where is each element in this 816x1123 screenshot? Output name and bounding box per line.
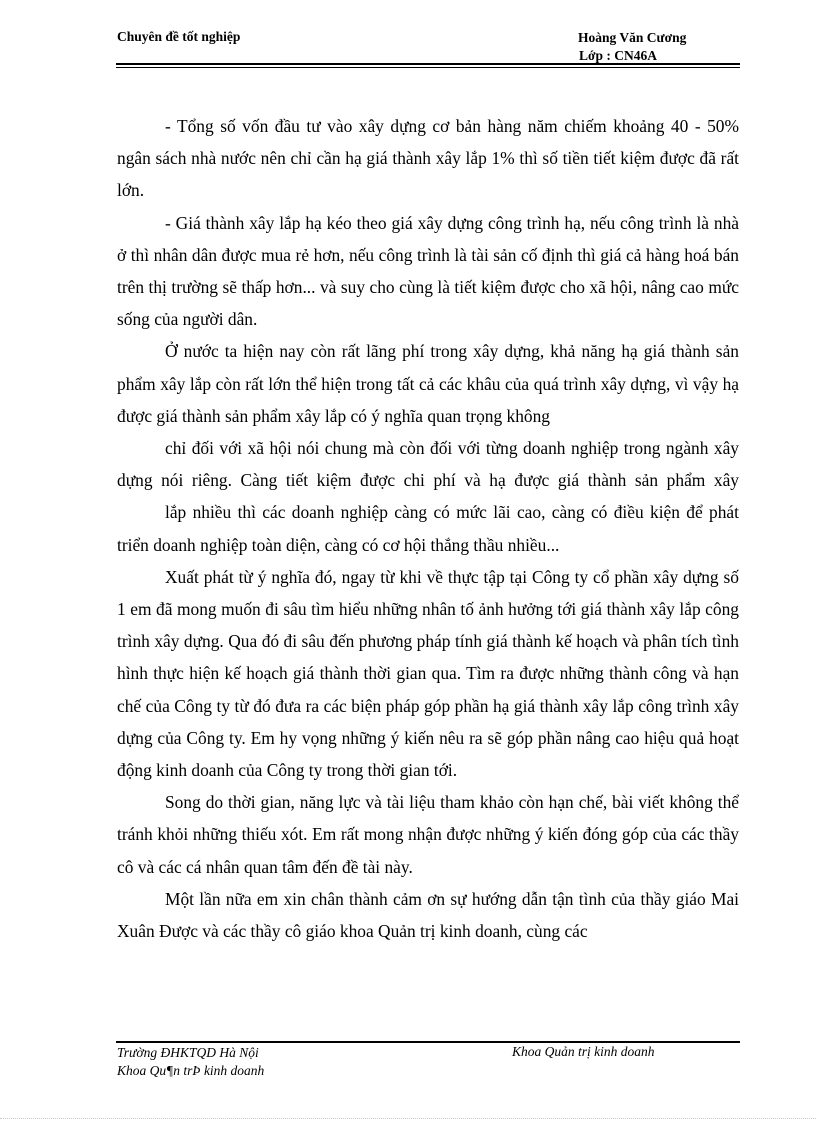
footer-faculty: Khoa Quản trị kinh doanh xyxy=(512,1044,655,1059)
document-body xyxy=(117,110,739,947)
paragraph-1: - Tổng số vốn đầu tư vào xây dựng cơ bản hàng năm chiếm khoảng 40 - 50% ngân sách nhà nước nên chỉ cần hạ giá thành xây lắp 1% thì số tiền tiết kiệm được đã rất lớn. xyxy=(117,116,739,201)
footer-rule xyxy=(116,1041,740,1043)
header-author: Hoàng Văn Cương xyxy=(578,30,687,45)
header-class: Lớp : CN46A xyxy=(579,48,657,63)
paragraph-3b: chỉ đối với xã hội nói chung mà còn đối với từng doanh nghiệp trong ngành xây dựng nói riêng. Càng tiết kiệm được chi phí và hạ được giá thành sản phẩm xây xyxy=(117,438,739,491)
paragraph-2: - Giá thành xây lắp hạ kéo theo giá xây dựng công trình hạ, nếu công trình là nhà ở thì nhân dân được mua rẻ hơn, nếu công trình là tài sản cố định thì giá cả hàng hoá bán trên thị trường sẽ thấp hơn... và suy cho cùng là tiết kiệm được cho xã hội, nâng cao mức sống của người dân. xyxy=(117,212,739,330)
paragraph-5: Song do thời gian, năng lực và tài liệu tham khảo còn hạn chế, bài viết không thể tránh khỏi những thiếu xót. Em rất mong nhận được những ý kiến đóng góp của các thầy cô và các cá nhân quan tâm đến đề tài này. xyxy=(117,792,739,877)
footer-faculty-garbled: Khoa Qu¶n trÞ kinh doanh xyxy=(117,1063,265,1078)
header-rule-thin xyxy=(116,67,740,68)
footer-left-block xyxy=(117,1044,264,1080)
paragraph-3c: lắp nhiều thì các doanh nghiệp càng có mức lãi cao, càng có điều kiện để phát triển doanh nghiệp toàn diện, càng có cơ hội thắng thầu nhiều... xyxy=(117,502,739,555)
header-author-block xyxy=(578,29,686,65)
paragraph-6: Một lần nữa em xin chân thành cảm ơn sự hướng dẫn tận tình của thầy giáo Mai Xuân Được và các thầy cô giáo khoa Quản trị kinh doanh, cùng các xyxy=(117,888,739,942)
header-rule-thick xyxy=(116,63,740,65)
header-title: Chuyên đề tốt nghiệp xyxy=(117,29,241,44)
footer-school: Trường ĐHKTQD Hà Nội xyxy=(117,1045,259,1060)
paragraph-3a: Ở nước ta hiện nay còn rất lãng phí trong xây dựng, khả năng hạ giá thành sản phẩm xây lắp còn rất lớn thể hiện trong tất cả các khâu của quá trình xây dựng, vì vậy hạ được giá thành sản phẩm xây lắp có ý nghĩa quan trọng không xyxy=(117,341,739,426)
paragraph-4: Xuất phát từ ý nghĩa đó, ngay từ khi về thực tập tại Công ty cổ phần xây dựng số 1 em đã mong muốn đi sâu tìm hiểu những nhân tố ảnh hưởng tới giá thành xây lắp công trình xây dựng. Qua đó đi sâu đến phương pháp tính giá thành kế hoạch và phân tích tình hình thực hiện kế hoạch giá thành thời gian qua. Tìm ra được những thành công và hạn chế của Công ty từ đó đưa ra các biện pháp góp phần hạ giá thành xây lắp công trình xây dựng của Công ty. Em hy vọng những ý kiến nêu ra sẽ góp phần nâng cao hiệu quả hoạt động kinh doanh của Công ty trong thời gian tới. xyxy=(117,566,739,781)
page-edge-dots xyxy=(0,1118,816,1119)
